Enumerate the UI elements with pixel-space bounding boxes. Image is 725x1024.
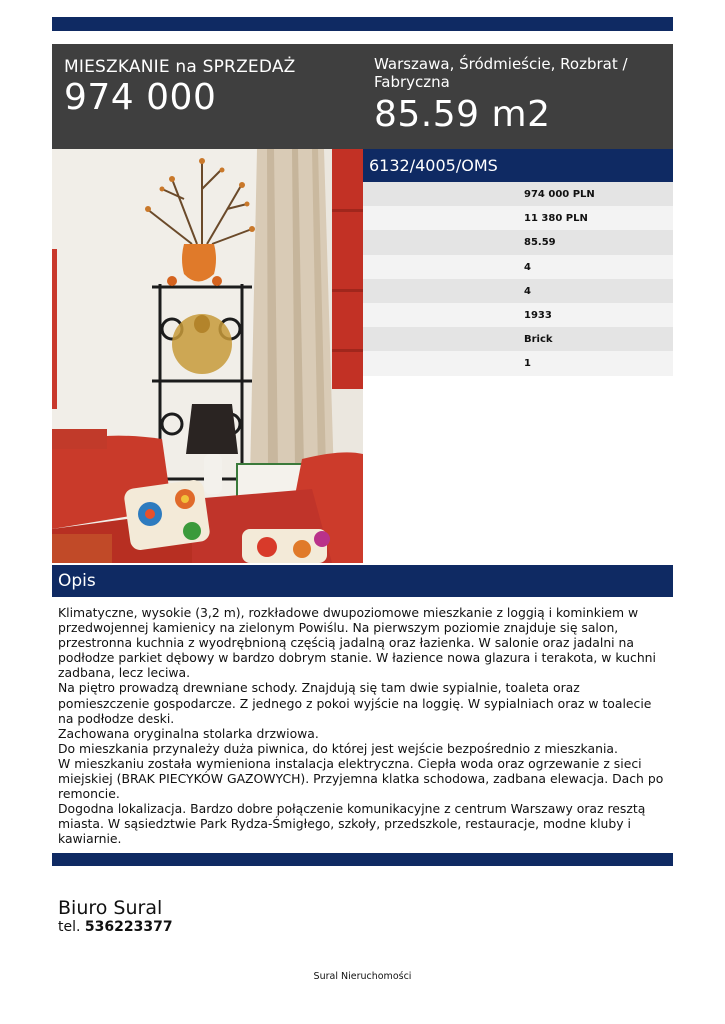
description-paragraph: Do mieszkania przynależy duża piwnica, do której jest wejście bezpośrednio z mieszkania.	[58, 740, 618, 756]
detail-row	[363, 255, 673, 279]
top-accent-bar	[52, 17, 673, 31]
description-paragraph: W mieszkaniu została wymieniona instalacja elektryczna. Ciepła woda oraz ogrzewanie z sieci miejskiej (BRAK PIECYKÓW GAZOWYCH). Przyjemna klatka schodowa, zadbana elewacja. Dach po remoncie.	[58, 755, 664, 802]
detail-row	[363, 206, 673, 230]
detail-value: 1933	[524, 309, 552, 321]
description-title: Opis	[58, 571, 96, 591]
detail-row	[363, 303, 673, 327]
description-paragraph: Zachowana oryginalna stolarka drzwiowa.	[58, 725, 319, 741]
location: Warszawa, Śródmieście, Rozbrat / Fabryczna	[374, 55, 628, 91]
reference-number: 6132/4005/OMS	[369, 156, 498, 175]
phone-label: tel.	[58, 919, 81, 935]
detail-row	[363, 351, 673, 375]
detail-row	[363, 230, 673, 254]
description-paragraph: Klimatyczne, wysokie (3,2 m), rozkładowe dwupoziomowe mieszkanie z loggią i kominkiem w przedwojennej kamienicy na zielonym Powiślu. Na pierwszym poziomie znajduje się salon, przestronna kuchnia z wyodrębnioną częścią jadalną oraz łazienka. W salonie oraz jadalni na podłodze parkiet dębowy w bardzo dobrym stanie. W łazience nowa glazura i terakota, w kuchni zadbana, lecz leciwa.	[58, 605, 656, 681]
footer-text: Sural Nieruchomości	[313, 971, 412, 982]
detail-row	[363, 182, 673, 206]
description-paragraph: Na piętro prowadzą drewniane schody. Znajdują się tam dwie sypialnie, toaleta oraz pomieszczenie gospodarcze. Z jednego z pokoi wyjście na loggię. W sypialniach oraz w toalecie na podłodze deski.	[58, 680, 652, 726]
detail-value: 11 380 PLN	[524, 213, 588, 225]
details-table	[363, 182, 673, 376]
detail-value: 4	[524, 285, 531, 297]
reference-box	[363, 149, 673, 182]
detail-row	[363, 279, 673, 303]
detail-value: 974 000 PLN	[524, 189, 595, 200]
agency-phone	[58, 919, 173, 935]
agency-name: Biuro Sural	[58, 897, 163, 919]
description-paragraph: Dogodna lokalizacja. Bardzo dobre połączenie komunikacyjne z centrum Warszawy oraz resztą miasta. W sąsiedztwie Park Rydza-Śmigłego, szkoły, przedszkole, restauracje, modne kluby i kawiarnie.	[58, 801, 646, 847]
listing-header	[52, 44, 673, 149]
price: 974 000	[64, 77, 217, 118]
detail-value: 4	[524, 261, 531, 273]
detail-row	[363, 327, 673, 351]
detail-value: 1	[524, 358, 531, 370]
area: 85.59 m2	[374, 94, 551, 135]
offer-type: MIESZKANIE na SPRZEDAŻ	[64, 57, 296, 77]
property-photo	[52, 149, 363, 563]
description-header	[52, 565, 673, 597]
bottom-accent-bar	[52, 853, 673, 866]
detail-value: Brick	[524, 334, 553, 346]
detail-value: 85.59	[524, 237, 556, 249]
description-text	[58, 605, 668, 847]
phone-number[interactable]: 536223377	[84, 919, 173, 935]
